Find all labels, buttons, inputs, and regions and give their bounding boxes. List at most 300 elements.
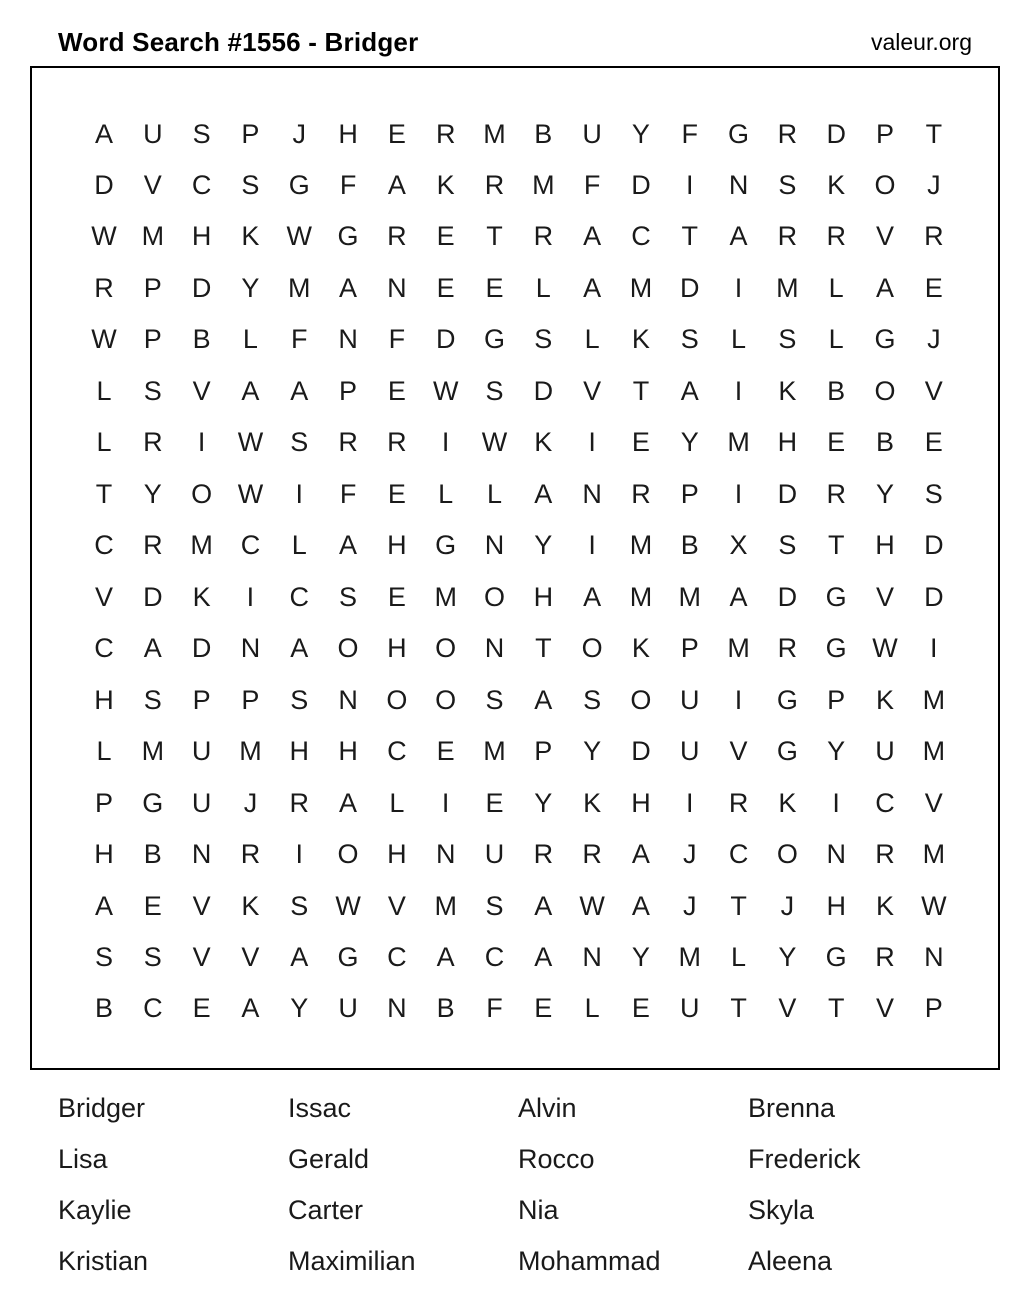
grid-cell: C <box>728 839 749 870</box>
word-list-item: Gerald <box>288 1144 370 1174</box>
grid-cell: A <box>583 272 602 303</box>
grid-cell: L <box>96 375 112 406</box>
grid-cell: R <box>924 221 944 252</box>
grid-cell: V <box>192 890 211 921</box>
grid-cell: O <box>874 169 896 200</box>
grid-cell: H <box>387 633 407 664</box>
grid-cell: F <box>339 478 357 509</box>
grid-cell: B <box>143 839 162 870</box>
grid-cell: H <box>338 736 358 767</box>
grid-cell: T <box>486 221 503 252</box>
grid-cell: F <box>583 169 601 200</box>
grid-cell: D <box>533 375 554 406</box>
grid-cell: B <box>192 324 211 355</box>
grid-cell: M <box>678 581 701 612</box>
grid-cell: N <box>387 272 407 303</box>
grid-cell: R <box>777 221 798 252</box>
grid-cell: P <box>680 478 699 509</box>
grid-cell: G <box>825 581 847 612</box>
grid-cell: R <box>338 427 358 458</box>
grid-cell: L <box>291 530 307 561</box>
grid-cell: S <box>290 684 309 715</box>
grid-cell: D <box>191 272 212 303</box>
grid-cell: T <box>827 530 845 561</box>
grid-cell: S <box>143 684 162 715</box>
grid-cell: C <box>484 942 505 972</box>
grid-cell: S <box>778 530 797 561</box>
grid-cell: N <box>728 169 749 200</box>
grid-cell: T <box>730 993 747 1024</box>
grid-cell: H <box>191 221 212 252</box>
grid-cell: L <box>96 736 112 767</box>
word-list-item: Alvin <box>518 1093 577 1123</box>
grid-cell: J <box>780 890 795 921</box>
grid-cell: K <box>583 787 602 818</box>
grid-cell: O <box>191 478 213 509</box>
grid-cell: R <box>777 633 798 664</box>
grid-cell: G <box>825 942 847 972</box>
word-list-item: Rocco <box>518 1144 595 1174</box>
grid-cell: A <box>339 787 358 818</box>
grid-cell: V <box>924 375 943 406</box>
grid-cell: R <box>533 221 554 252</box>
grid-cell: R <box>777 118 798 149</box>
grid-cell: P <box>534 736 553 767</box>
grid-cell: N <box>924 942 944 972</box>
grid-cell: T <box>632 375 650 406</box>
grid-cell: C <box>191 169 212 200</box>
grid-cell: R <box>875 839 895 870</box>
grid-cell: M <box>190 530 213 561</box>
grid-cell: E <box>631 427 650 458</box>
grid-cell: J <box>292 118 306 149</box>
grid-cell: I <box>734 478 743 509</box>
grid-cell: E <box>485 272 504 303</box>
grid-cell: S <box>583 684 602 715</box>
grid-cell: E <box>387 375 406 406</box>
grid-cell: V <box>875 993 894 1024</box>
word-list-item: Skyla <box>748 1195 815 1225</box>
grid-cell: K <box>241 890 260 921</box>
grid-cell: H <box>338 118 358 149</box>
grid-cell: V <box>778 993 797 1024</box>
grid-cell: P <box>192 684 211 715</box>
grid-cell: K <box>778 375 797 406</box>
word-list-item: Kristian <box>58 1246 149 1276</box>
grid-cell: L <box>731 942 747 972</box>
grid-cell: I <box>295 478 303 509</box>
grid-cell: M <box>532 169 555 200</box>
grid-cell: K <box>631 633 650 664</box>
grid-cell: X <box>729 530 748 561</box>
grid-cell: I <box>588 530 596 561</box>
grid-cell: A <box>631 839 650 870</box>
grid-cell: J <box>683 890 697 921</box>
grid-cell: E <box>436 221 455 252</box>
word-list <box>58 1092 978 1277</box>
grid-cell: T <box>95 478 113 509</box>
grid-cell: O <box>630 684 652 715</box>
grid-cell: I <box>441 787 450 818</box>
grid-cell: H <box>533 581 554 612</box>
grid-cell: N <box>338 324 358 355</box>
grid-cell: R <box>240 839 261 870</box>
grid-cell: K <box>631 324 650 355</box>
grid-cell: P <box>241 118 260 149</box>
grid-row <box>80 520 958 571</box>
grid-cell: I <box>685 787 694 818</box>
grid-cell: J <box>243 787 258 818</box>
grid-cell: L <box>731 324 747 355</box>
grid-cell: Y <box>827 736 846 767</box>
grid-cell: E <box>924 272 943 303</box>
word-list-item: Carter <box>288 1195 364 1225</box>
grid-cell: T <box>730 890 747 921</box>
grid-cell: S <box>778 169 797 200</box>
grid-cell: G <box>483 324 505 355</box>
grid-cell: S <box>485 890 504 921</box>
grid-cell: A <box>94 118 113 149</box>
grid-cell: G <box>337 942 359 972</box>
word-list-item: Nia <box>518 1195 559 1225</box>
grid-cell: G <box>728 118 750 149</box>
grid-cell: S <box>143 375 162 406</box>
grid-cell: U <box>484 839 505 870</box>
grid-cell: K <box>436 169 455 200</box>
grid-cell: R <box>387 221 407 252</box>
grid-cell: C <box>240 530 261 561</box>
grid-cell: O <box>386 684 408 715</box>
grid-cell: E <box>436 736 455 767</box>
grid-cell: M <box>483 736 506 767</box>
grid-cell: M <box>483 118 506 149</box>
grid-cell: S <box>290 890 309 921</box>
grid-cell: N <box>191 839 212 870</box>
grid-cell: V <box>192 942 211 972</box>
grid-cell: M <box>776 272 799 303</box>
grid-cell: L <box>242 324 258 355</box>
grid-cell: Y <box>680 427 699 458</box>
grid-cell: A <box>534 942 553 972</box>
grid-row <box>80 211 958 262</box>
grid-cell: H <box>94 839 114 870</box>
grid-cell: H <box>826 890 846 921</box>
grid-cell: U <box>191 787 212 818</box>
word-list-item: Mohammad <box>518 1246 661 1276</box>
grid-cell: A <box>290 633 309 664</box>
grid-cell: K <box>534 427 553 458</box>
grid-cell: V <box>729 736 748 767</box>
grid-cell: A <box>680 375 699 406</box>
grid-cell: H <box>289 736 309 767</box>
grid-cell: O <box>337 633 359 664</box>
grid-cell: W <box>91 221 117 252</box>
grid-cell: K <box>241 221 260 252</box>
grid-cell: B <box>827 375 846 406</box>
grid-cell: D <box>777 478 798 509</box>
grid-cell: R <box>289 787 309 818</box>
grid-cell: O <box>483 581 505 612</box>
grid-cell: M <box>727 427 750 458</box>
grid-row <box>80 159 958 210</box>
grid-cell: R <box>728 787 749 818</box>
grid-cell: C <box>387 736 407 767</box>
grid-cell: C <box>631 221 651 252</box>
grid-cell: D <box>924 581 944 612</box>
grid-cell: S <box>339 581 358 612</box>
grid-cell: S <box>680 324 699 355</box>
grid-cell: C <box>94 633 114 664</box>
grid-cell: D <box>94 169 114 200</box>
grid-cell: K <box>875 684 894 715</box>
grid-cell: R <box>143 427 163 458</box>
grid-cell: A <box>583 581 602 612</box>
grid-cell: Y <box>778 942 797 972</box>
grid-cell: D <box>826 118 846 149</box>
grid-cell: M <box>629 581 653 612</box>
grid-cell: U <box>582 118 602 149</box>
grid-cell: U <box>338 993 358 1024</box>
grid-cell: A <box>290 942 309 972</box>
grid-cell: W <box>286 221 312 252</box>
grid-cell: D <box>191 633 212 664</box>
grid-cell: L <box>389 787 405 818</box>
grid-cell: E <box>387 118 406 149</box>
grid-cell: A <box>241 375 260 406</box>
grid-cell: A <box>94 890 113 921</box>
grid-cell: D <box>435 324 456 355</box>
grid-cell: W <box>237 427 264 458</box>
grid-cell: W <box>335 890 361 921</box>
grid-cell: Y <box>143 478 162 509</box>
grid-cell: J <box>927 324 941 355</box>
grid-cell: C <box>289 581 309 612</box>
word-list-item: Frederick <box>748 1144 861 1174</box>
grid-cell: Y <box>241 272 260 303</box>
grid-cell: M <box>434 581 457 612</box>
grid-row <box>80 262 958 313</box>
grid-cell: Y <box>631 118 650 149</box>
letter-grid <box>80 108 958 1034</box>
grid-cell: S <box>192 118 211 149</box>
grid-cell: A <box>241 993 260 1024</box>
word-list-item: Brenna <box>748 1093 836 1123</box>
grid-cell: H <box>777 427 798 458</box>
grid-cell: A <box>729 221 748 252</box>
word-list-item: Lisa <box>58 1144 108 1174</box>
grid-cell: D <box>143 581 163 612</box>
grid-cell: I <box>246 581 255 612</box>
grid-cell: N <box>484 530 505 561</box>
word-list-item: Maximilian <box>288 1246 416 1276</box>
grid-cell: S <box>241 169 260 200</box>
grid-cell: G <box>288 169 310 200</box>
grid-cell: A <box>534 890 553 921</box>
grid-cell: S <box>290 427 309 458</box>
grid-cell: W <box>91 324 117 355</box>
grid-cell: L <box>96 427 112 458</box>
grid-cell: V <box>875 221 894 252</box>
grid-cell: Y <box>534 530 553 561</box>
grid-cell: G <box>874 324 896 355</box>
grid-cell: I <box>734 272 743 303</box>
grid-cell: R <box>631 478 651 509</box>
grid-cell: R <box>143 530 163 561</box>
grid-row <box>80 726 958 777</box>
grid-cell: E <box>485 787 504 818</box>
grid-cell: P <box>143 272 162 303</box>
word-list-item: Kaylie <box>58 1195 132 1225</box>
grid-cell: M <box>629 272 653 303</box>
grid-cell: W <box>921 890 947 921</box>
grid-cell: W <box>579 890 605 921</box>
grid-cell: P <box>680 633 699 664</box>
grid-cell: P <box>875 118 894 149</box>
grid-cell: R <box>484 169 505 200</box>
grid-cell: E <box>143 890 162 921</box>
grid-cell: W <box>872 633 898 664</box>
grid-cell: R <box>826 478 846 509</box>
grid-cell: N <box>435 839 456 870</box>
grid-cell: A <box>631 890 650 921</box>
grid-cell: D <box>631 169 651 200</box>
grid-cell: E <box>387 581 406 612</box>
grid-cell: S <box>94 942 113 972</box>
grid-cell: V <box>387 890 406 921</box>
grid-cell: L <box>486 478 503 509</box>
grid-cell: N <box>582 478 602 509</box>
grid-cell: H <box>387 530 407 561</box>
grid-cell: R <box>533 839 554 870</box>
grid-row <box>80 932 958 983</box>
grid-cell: P <box>241 684 260 715</box>
grid-cell: U <box>191 736 212 767</box>
grid-cell: B <box>680 530 699 561</box>
grid-cell: P <box>94 787 113 818</box>
grid-cell: M <box>141 736 165 767</box>
grid-cell: V <box>94 581 113 612</box>
grid-cell: L <box>584 324 600 355</box>
grid-cell: O <box>337 839 359 870</box>
grid-cell: N <box>826 839 846 870</box>
grid-cell: G <box>776 684 798 715</box>
grid-cell: E <box>827 427 846 458</box>
grid-cell: I <box>441 427 450 458</box>
grid-cell: R <box>387 427 407 458</box>
grid-cell: N <box>484 633 505 664</box>
grid-cell: S <box>485 684 504 715</box>
grid-cell: N <box>582 942 602 972</box>
grid-cell: A <box>436 942 455 972</box>
grid-cell: C <box>387 942 407 972</box>
grid-cell: B <box>436 993 455 1024</box>
grid-row <box>80 983 958 1034</box>
grid-cell: M <box>629 530 653 561</box>
grid-cell: F <box>339 169 357 200</box>
grid-cell: S <box>924 478 943 509</box>
grid-cell: K <box>827 169 846 200</box>
grid-cell: M <box>678 942 701 972</box>
grid-cell: V <box>924 787 943 818</box>
grid-cell: I <box>734 375 743 406</box>
grid-cell: I <box>588 427 596 458</box>
grid-cell: R <box>94 272 114 303</box>
grid-cell: B <box>875 427 894 458</box>
grid-cell: M <box>922 736 946 767</box>
grid-cell: U <box>680 684 700 715</box>
grid-cell: L <box>828 272 844 303</box>
grid-cell: H <box>875 530 895 561</box>
grid-cell: V <box>192 375 211 406</box>
grid-cell: O <box>435 684 457 715</box>
site-name: valeur.org <box>870 28 972 55</box>
grid-row <box>80 571 958 622</box>
grid-cell: E <box>924 427 943 458</box>
grid-cell: I <box>930 633 938 664</box>
page-title: Word Search #1556 - Bridger <box>58 26 419 57</box>
grid-cell: T <box>827 993 845 1024</box>
grid-cell: U <box>680 993 700 1024</box>
grid-cell: H <box>631 787 651 818</box>
grid-cell: I <box>685 169 694 200</box>
grid-cell: M <box>922 839 946 870</box>
grid-cell: F <box>388 324 406 355</box>
grid-cell: W <box>432 375 459 406</box>
grid-row <box>80 365 958 416</box>
grid-cell: C <box>875 787 895 818</box>
grid-cell: K <box>778 787 797 818</box>
grid-cell: P <box>924 993 943 1024</box>
grid-cell: P <box>143 324 162 355</box>
word-list-item: Bridger <box>58 1093 146 1123</box>
grid-cell: S <box>143 942 162 972</box>
grid-cell: B <box>94 993 113 1024</box>
grid-cell: F <box>291 324 308 355</box>
page-header <box>0 22 1030 62</box>
grid-cell: T <box>925 118 943 149</box>
grid-cell: S <box>534 324 553 355</box>
grid-cell: P <box>339 375 358 406</box>
grid-cell: C <box>143 993 163 1024</box>
grid-cell: G <box>435 530 457 561</box>
grid-cell: Y <box>290 993 309 1024</box>
grid-cell: M <box>727 633 750 664</box>
grid-cell: E <box>192 993 211 1024</box>
grid-cell: T <box>535 633 552 664</box>
grid-cell: S <box>778 324 797 355</box>
grid-row <box>80 880 958 931</box>
grid-row <box>80 674 958 725</box>
grid-cell: L <box>828 324 844 355</box>
grid-cell: A <box>583 221 602 252</box>
grid-row <box>80 468 958 519</box>
grid-cell: R <box>582 839 602 870</box>
grid-cell: O <box>776 839 798 870</box>
word-list-item: Aleena <box>748 1246 833 1276</box>
grid-cell: A <box>729 581 748 612</box>
grid-row <box>80 829 958 880</box>
grid-row <box>80 623 958 674</box>
grid-cell: G <box>142 787 164 818</box>
grid-cell: O <box>581 633 603 664</box>
grid-cell: A <box>290 375 309 406</box>
grid-cell: E <box>387 478 406 509</box>
grid-cell: L <box>535 272 551 303</box>
grid-cell: E <box>534 993 553 1024</box>
grid-cell: M <box>922 684 946 715</box>
grid-cell: A <box>143 633 162 664</box>
grid-cell: F <box>681 118 698 149</box>
